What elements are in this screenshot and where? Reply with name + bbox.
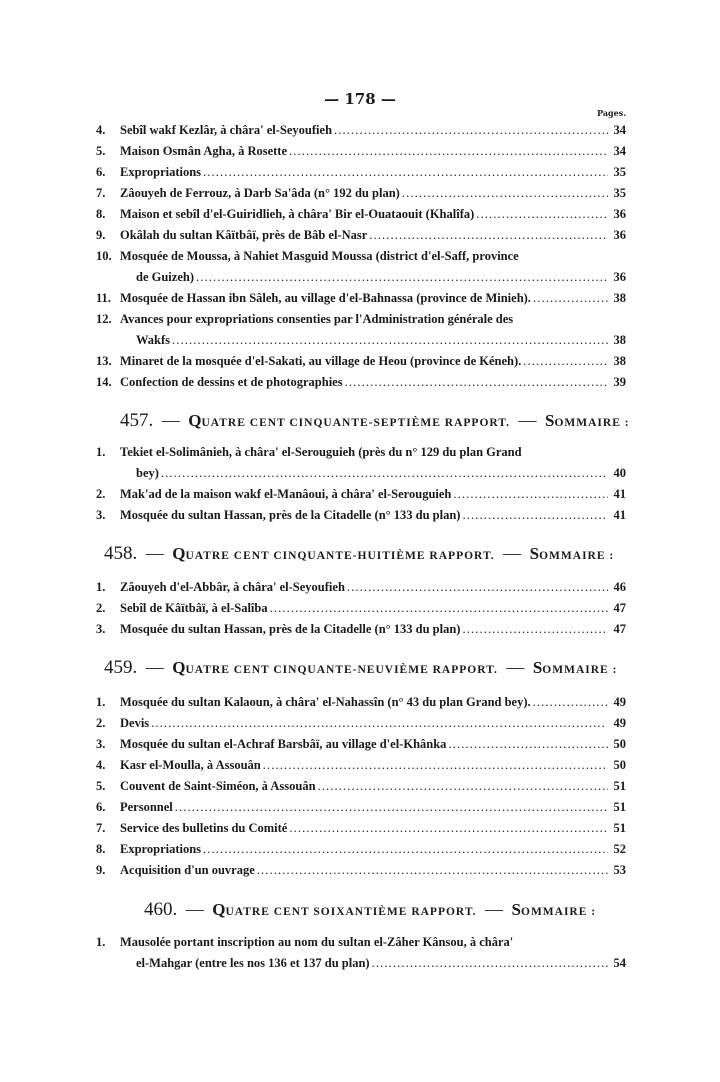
section-number: 457. <box>120 410 154 431</box>
entry-title: Mosquée du sultan Hassan, près de la Citadelle (n° 133 du plan) <box>120 622 461 636</box>
toc-entry <box>96 246 626 288</box>
entry-number: 1. <box>96 695 106 709</box>
entry-title: Expropriations <box>120 165 202 179</box>
entry-number: 4. <box>96 123 106 137</box>
entry-title: Sebîl de Kâïtbâï, à el-Salîba <box>120 601 268 615</box>
entry-number: 9. <box>96 228 106 242</box>
leader-dots <box>203 839 608 860</box>
entry-page: 51 <box>613 779 626 793</box>
pages-column-label: Pages. <box>597 108 626 118</box>
entry-title: Minaret de la mosquée d'el-Sakati, au village de Heou (province de Kéneh). <box>120 354 522 368</box>
summary-label: OMMAIRE : <box>539 550 615 562</box>
entry-title: Personnel <box>120 800 173 814</box>
heading-initial: Q <box>172 544 186 563</box>
toc-entry <box>96 776 626 797</box>
entry-number: 14. <box>96 375 112 389</box>
leader-dots <box>462 619 608 640</box>
leader-dots <box>203 162 608 183</box>
leader-dots <box>257 860 608 881</box>
section-heading-459 <box>104 657 664 679</box>
leader-dots <box>533 692 608 713</box>
entry-page: 40 <box>613 466 626 480</box>
toc-entry <box>96 619 626 640</box>
entry-page: 34 <box>613 123 626 137</box>
leader-dots <box>533 288 608 309</box>
heading-dash: — <box>485 899 504 919</box>
toc-entry <box>96 839 626 860</box>
toc-entry <box>96 598 626 619</box>
summary-initial: S <box>545 411 555 430</box>
heading-title: UATRE CENT CINQUANTE-NEUVIÈME RAPPORT. <box>185 664 498 676</box>
entry-number: 3. <box>96 622 106 636</box>
heading-dash: — <box>503 543 522 563</box>
entry-page: 35 <box>613 186 626 200</box>
entry-page: 51 <box>613 800 626 814</box>
toc-entry <box>96 141 626 162</box>
leader-dots <box>289 141 608 162</box>
heading-title: UATRE CENT CINQUANTE-SEPTIÈME RAPPORT. <box>201 417 510 429</box>
entry-number: 2. <box>96 716 106 730</box>
leader-dots <box>151 713 608 734</box>
entry-number: 1. <box>96 445 106 459</box>
entry-number: 1. <box>96 935 106 949</box>
entry-number: 12. <box>96 312 112 326</box>
heading-dash: — <box>506 657 525 677</box>
entry-title-line1: Mosquée de Moussa, à Nahiet Masguid Moussa (district d'el-Saff, province <box>120 249 519 263</box>
entry-page: 38 <box>613 333 626 347</box>
entry-title: Couvent de Saint-Siméon, à Assouân <box>120 779 316 793</box>
section-number: 460. <box>144 899 178 920</box>
entry-title: Mosquée du sultan Kalaoun, à châra' el-Nahassîn (n° 43 du plan Grand bey). <box>120 695 531 709</box>
entry-title: Expropriations <box>120 842 202 856</box>
entry-number: 8. <box>96 842 106 856</box>
toc-entry <box>96 755 626 776</box>
entry-number: 2. <box>96 487 106 501</box>
summary-initial: S <box>529 544 540 563</box>
entry-title: Acquisition d'un ouvrage <box>120 863 255 877</box>
summary-label: OMMAIRE : <box>542 664 618 676</box>
entry-title: Mak'ad de la maison wakf el-Manâoui, à châra' el-Serouguieh <box>120 487 452 501</box>
section-number: 459. <box>104 657 138 678</box>
leader-dots <box>347 577 608 598</box>
leader-dots <box>402 183 608 204</box>
entry-title: Mosquée du sultan Hassan, près de la Citadelle (n° 133 du plan) <box>120 508 461 522</box>
entry-page: 41 <box>613 508 626 522</box>
entry-page: 52 <box>613 842 626 856</box>
leader-dots <box>263 755 608 776</box>
entry-title: Kasr el-Moulla, à Assouân <box>120 758 261 772</box>
leader-dots <box>448 734 608 755</box>
entry-title: bey) <box>136 466 159 480</box>
leader-dots <box>369 225 608 246</box>
entry-title: Zâouyeh de Ferrouz, à Darb Sa'âda (n° 192 du plan) <box>120 186 400 200</box>
heading-title: UATRE CENT CINQUANTE-HUITIÈME RAPPORT. <box>185 550 495 562</box>
entry-title: Mosquée de Hassan ibn Sâleh, au village d'el-Bahnassa (province de Minieh). <box>120 291 531 305</box>
heading-initial: Q <box>188 411 202 430</box>
entry-page: 54 <box>613 956 626 970</box>
leader-dots <box>318 776 608 797</box>
entry-title: Sebîl wakf Kezlâr, à châra' el-Seyoufieh <box>120 123 333 137</box>
entry-title: el-Mahgar (entre les nos 136 et 137 du plan) <box>136 956 370 970</box>
toc-entry <box>96 351 626 372</box>
entry-page: 50 <box>613 758 626 772</box>
leader-dots <box>175 797 608 818</box>
leader-dots <box>372 953 608 974</box>
entry-title: de Guizeh) <box>136 270 194 284</box>
toc-entry <box>96 692 626 713</box>
leader-dots <box>462 505 608 526</box>
heading-dash: — <box>145 543 164 563</box>
entry-page: 49 <box>613 716 626 730</box>
entry-title-line1: Tekiet el-Solimânieh, à châra' el-Serouguieh (près du n° 129 du plan Grand <box>120 445 522 459</box>
toc-entry <box>96 713 626 734</box>
toc-entry <box>96 372 626 393</box>
toc-entry <box>96 818 626 839</box>
entry-number: 3. <box>96 737 106 751</box>
leader-dots <box>476 204 608 225</box>
page-number: — 178 — <box>324 90 396 108</box>
toc-entry <box>96 442 626 484</box>
section-number: 458. <box>104 543 138 564</box>
heading-initial: Q <box>172 658 186 677</box>
entry-number: 8. <box>96 207 106 221</box>
toc-entry <box>96 183 626 204</box>
entry-title: Okâlah du sultan Kâïtbâï, près de Bâb el-Nasr <box>120 228 368 242</box>
entry-page: 46 <box>613 580 626 594</box>
toc-entry <box>96 120 626 141</box>
entry-number: 11. <box>96 291 111 305</box>
entry-title: Maison et sebîl d'el-Guiridlieh, à châra' Bir el-Ouataouit (Khalîfa) <box>120 207 475 221</box>
entry-number: 4. <box>96 758 106 772</box>
entry-title: Wakfs <box>136 333 171 347</box>
entry-title: Confection de dessins et de photographies <box>120 375 343 389</box>
summary-label: OMMAIRE : <box>521 906 597 918</box>
summary-initial: S <box>511 900 521 919</box>
section-heading-460 <box>144 899 704 921</box>
toc-entry <box>96 162 626 183</box>
toc-entry <box>96 577 626 598</box>
entry-title: Service des bulletins du Comité <box>120 821 288 835</box>
toc-entry <box>96 505 626 526</box>
leader-dots <box>196 267 608 288</box>
toc-entry <box>96 860 626 881</box>
leader-dots <box>345 372 608 393</box>
leader-dots <box>161 463 608 484</box>
toc-entry <box>96 225 626 246</box>
entry-page: 36 <box>613 228 626 242</box>
toc-entry <box>96 288 626 309</box>
entry-page: 41 <box>613 487 626 501</box>
entry-number: 3. <box>96 508 106 522</box>
entry-page: 34 <box>613 144 626 158</box>
entry-page: 38 <box>613 291 626 305</box>
entry-number: 6. <box>96 165 106 179</box>
heading-initial: Q <box>212 900 226 919</box>
leader-dots <box>289 818 608 839</box>
entry-number: 2. <box>96 601 106 615</box>
entry-page: 35 <box>613 165 626 179</box>
entry-page: 53 <box>613 863 626 877</box>
summary-initial: S <box>532 658 543 677</box>
entry-page: 49 <box>613 695 626 709</box>
entry-page: 36 <box>613 270 626 284</box>
entry-number: 5. <box>96 144 106 158</box>
entry-title: Mosquée du sultan el-Achraf Barsbâï, au village d'el-Khânka <box>120 737 447 751</box>
entry-title-line1: Mausolée portant inscription au nom du sultan el-Zâher Kânsou, à châra' <box>120 935 514 949</box>
heading-dash: — <box>145 657 164 677</box>
leader-dots <box>453 484 608 505</box>
entry-number: 5. <box>96 779 106 793</box>
toc-entry <box>96 309 626 351</box>
toc-entry <box>96 484 626 505</box>
entry-page: 38 <box>613 354 626 368</box>
toc-entry <box>96 734 626 755</box>
entry-title: Devis <box>120 716 150 730</box>
heading-dash: — <box>161 410 180 430</box>
entry-page: 36 <box>613 207 626 221</box>
entry-number: 6. <box>96 800 106 814</box>
heading-dash: — <box>185 899 204 919</box>
entry-page: 47 <box>613 601 626 615</box>
entry-page: 47 <box>613 622 626 636</box>
heading-dash: — <box>518 410 537 430</box>
heading-title: UATRE CENT SOIXANTIÈME RAPPORT. <box>225 906 477 918</box>
entry-number: 7. <box>96 186 106 200</box>
section-heading-457 <box>120 410 680 432</box>
entry-number: 7. <box>96 821 106 835</box>
entry-title-line1: Avances pour expropriations consenties par l'Administration générale des <box>120 312 514 326</box>
entry-page: 51 <box>613 821 626 835</box>
entry-page: 39 <box>613 375 626 389</box>
entry-page: 50 <box>613 737 626 751</box>
leader-dots <box>523 351 608 372</box>
entry-title: Maison Osmân Agha, à Rosette <box>120 144 288 158</box>
leader-dots <box>334 120 608 141</box>
entry-number: 10. <box>96 249 112 263</box>
entry-number: 1. <box>96 580 106 594</box>
toc-entry <box>96 204 626 225</box>
entry-title: Zâouyeh d'el-Abbâr, à châra' el-Seyoufieh <box>120 580 345 594</box>
leader-dots <box>172 330 608 351</box>
summary-label: OMMAIRE : <box>554 417 630 429</box>
toc-entry <box>96 797 626 818</box>
entry-number: 9. <box>96 863 106 877</box>
section-heading-458 <box>104 543 664 565</box>
leader-dots <box>270 598 608 619</box>
entry-number: 13. <box>96 354 112 368</box>
toc-entry <box>96 932 626 974</box>
